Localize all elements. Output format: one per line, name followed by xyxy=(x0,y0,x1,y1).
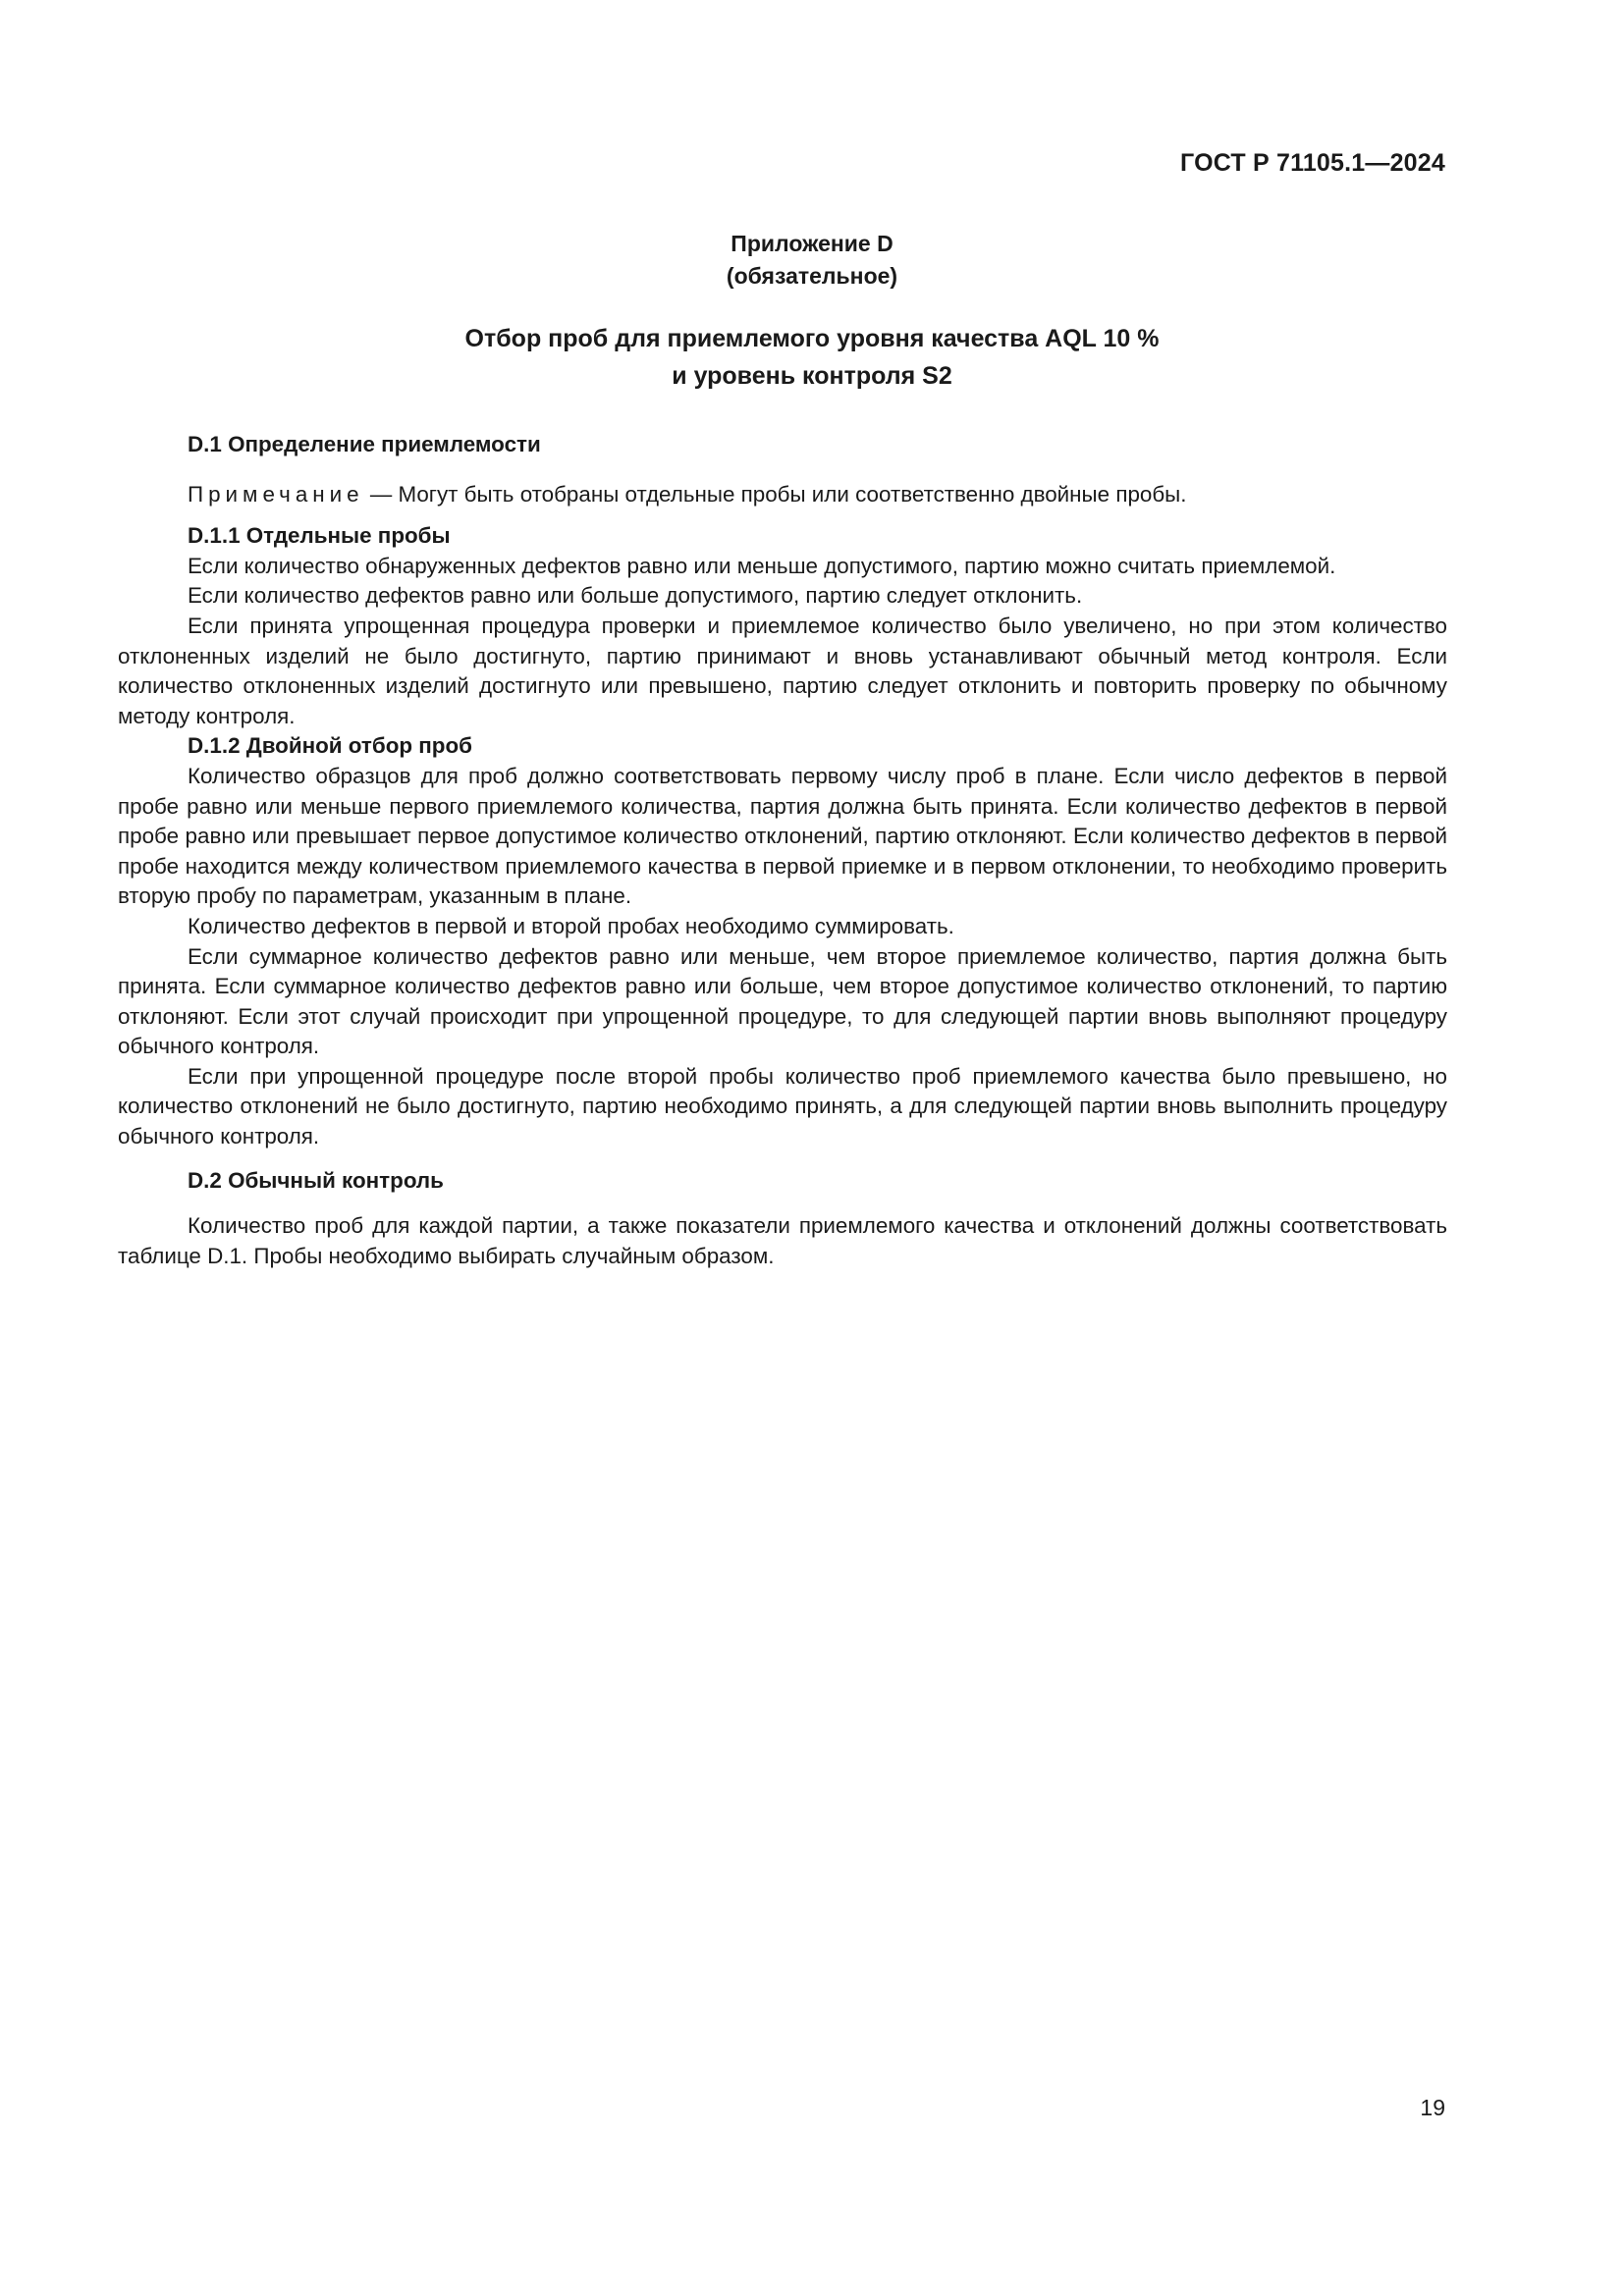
section-heading-d1: D.1 Определение приемлемости xyxy=(188,432,541,456)
paragraph: Если количество дефектов равно или больше допустимого, партию следует отклонить. xyxy=(188,583,1083,609)
annex-status: (обязательное) xyxy=(726,263,898,289)
section-heading-d12: D.1.2 Двойной отбор проб xyxy=(188,733,472,759)
note-label: Примечание xyxy=(188,481,364,507)
standard-number: ГОСТ Р 71105.1—2024 xyxy=(1180,149,1445,177)
annex-title-line-2: и уровень контроля S2 xyxy=(672,362,952,390)
paragraph: Количество проб для каждой партии, а также показатели приемлемого качества и отклонений должны соответствовать таблице D.1. Пробы необходимо выбирать случайным образом. xyxy=(118,1213,1447,1268)
note-text: — Могут быть отобраны отдельные пробы или соответственно двойные пробы. xyxy=(363,481,1187,507)
annex-label: Приложение D xyxy=(731,231,893,256)
paragraph: Количество дефектов в первой и второй пробах необходимо суммировать. xyxy=(188,913,954,938)
document-body xyxy=(118,430,1447,1271)
paragraph: Если суммарное количество дефектов равно или меньше, чем второе приемлемое количество, партия должна быть принята. Если суммарное количество дефектов равно или больше, чем второе допустимое количество отклонений, то партию отклоняют. Если этот случай происходит при упрощенной процедуре, то для следующей партии вновь выполняют процедуру обычного контроля. xyxy=(118,943,1447,1059)
annex-title xyxy=(0,320,1624,395)
note xyxy=(118,480,1447,510)
section-heading-d11: D.1.1 Отдельные пробы xyxy=(188,523,451,549)
paragraph: Если принята упрощенная процедура проверки и приемлемое количество было увеличено, но при этом количество отклоненных изделий не было достигнуто, партию принимают и вновь устанавливают обычный метод контроля. Если количество отклоненных изделий достигнуто или превышено, партию следует отклонить и повторить проверку по обычному методу контроля. xyxy=(118,613,1447,728)
annex-title-line-1: Отбор проб для приемлемого уровня качества AQL 10 % xyxy=(464,325,1160,352)
page-number: 19 xyxy=(1420,2095,1445,2120)
paragraph: Количество образцов для проб должно соответствовать первому числу проб в плане. Если число дефектов в первой пробе равно или меньше первого приемлемого количества, партия должна быть принята. Если количество дефектов в первой пробе равно или превышает первое допустимое количество отклонений, партию отклоняют. Если количество дефектов в первой пробе находится между количеством приемлемого качества в первой приемке и в первом отклонении, то необходимо проверить вторую пробу по параметрам, указанным в плане. xyxy=(118,763,1447,909)
paragraph: Если при упрощенной процедуре после второй пробы количество проб приемлемого качества было превышено, но количество отклонений не было достигнуто, партию необходимо принять, а для следующей партии вновь выполнить процедуру обычного контроля. xyxy=(118,1063,1447,1149)
paragraph: Если количество обнаруженных дефектов равно или меньше допустимого, партию можно считать приемлемой. xyxy=(188,553,1336,578)
section-heading-d2: D.2 Обычный контроль xyxy=(188,1167,444,1193)
annex-header xyxy=(0,228,1624,293)
